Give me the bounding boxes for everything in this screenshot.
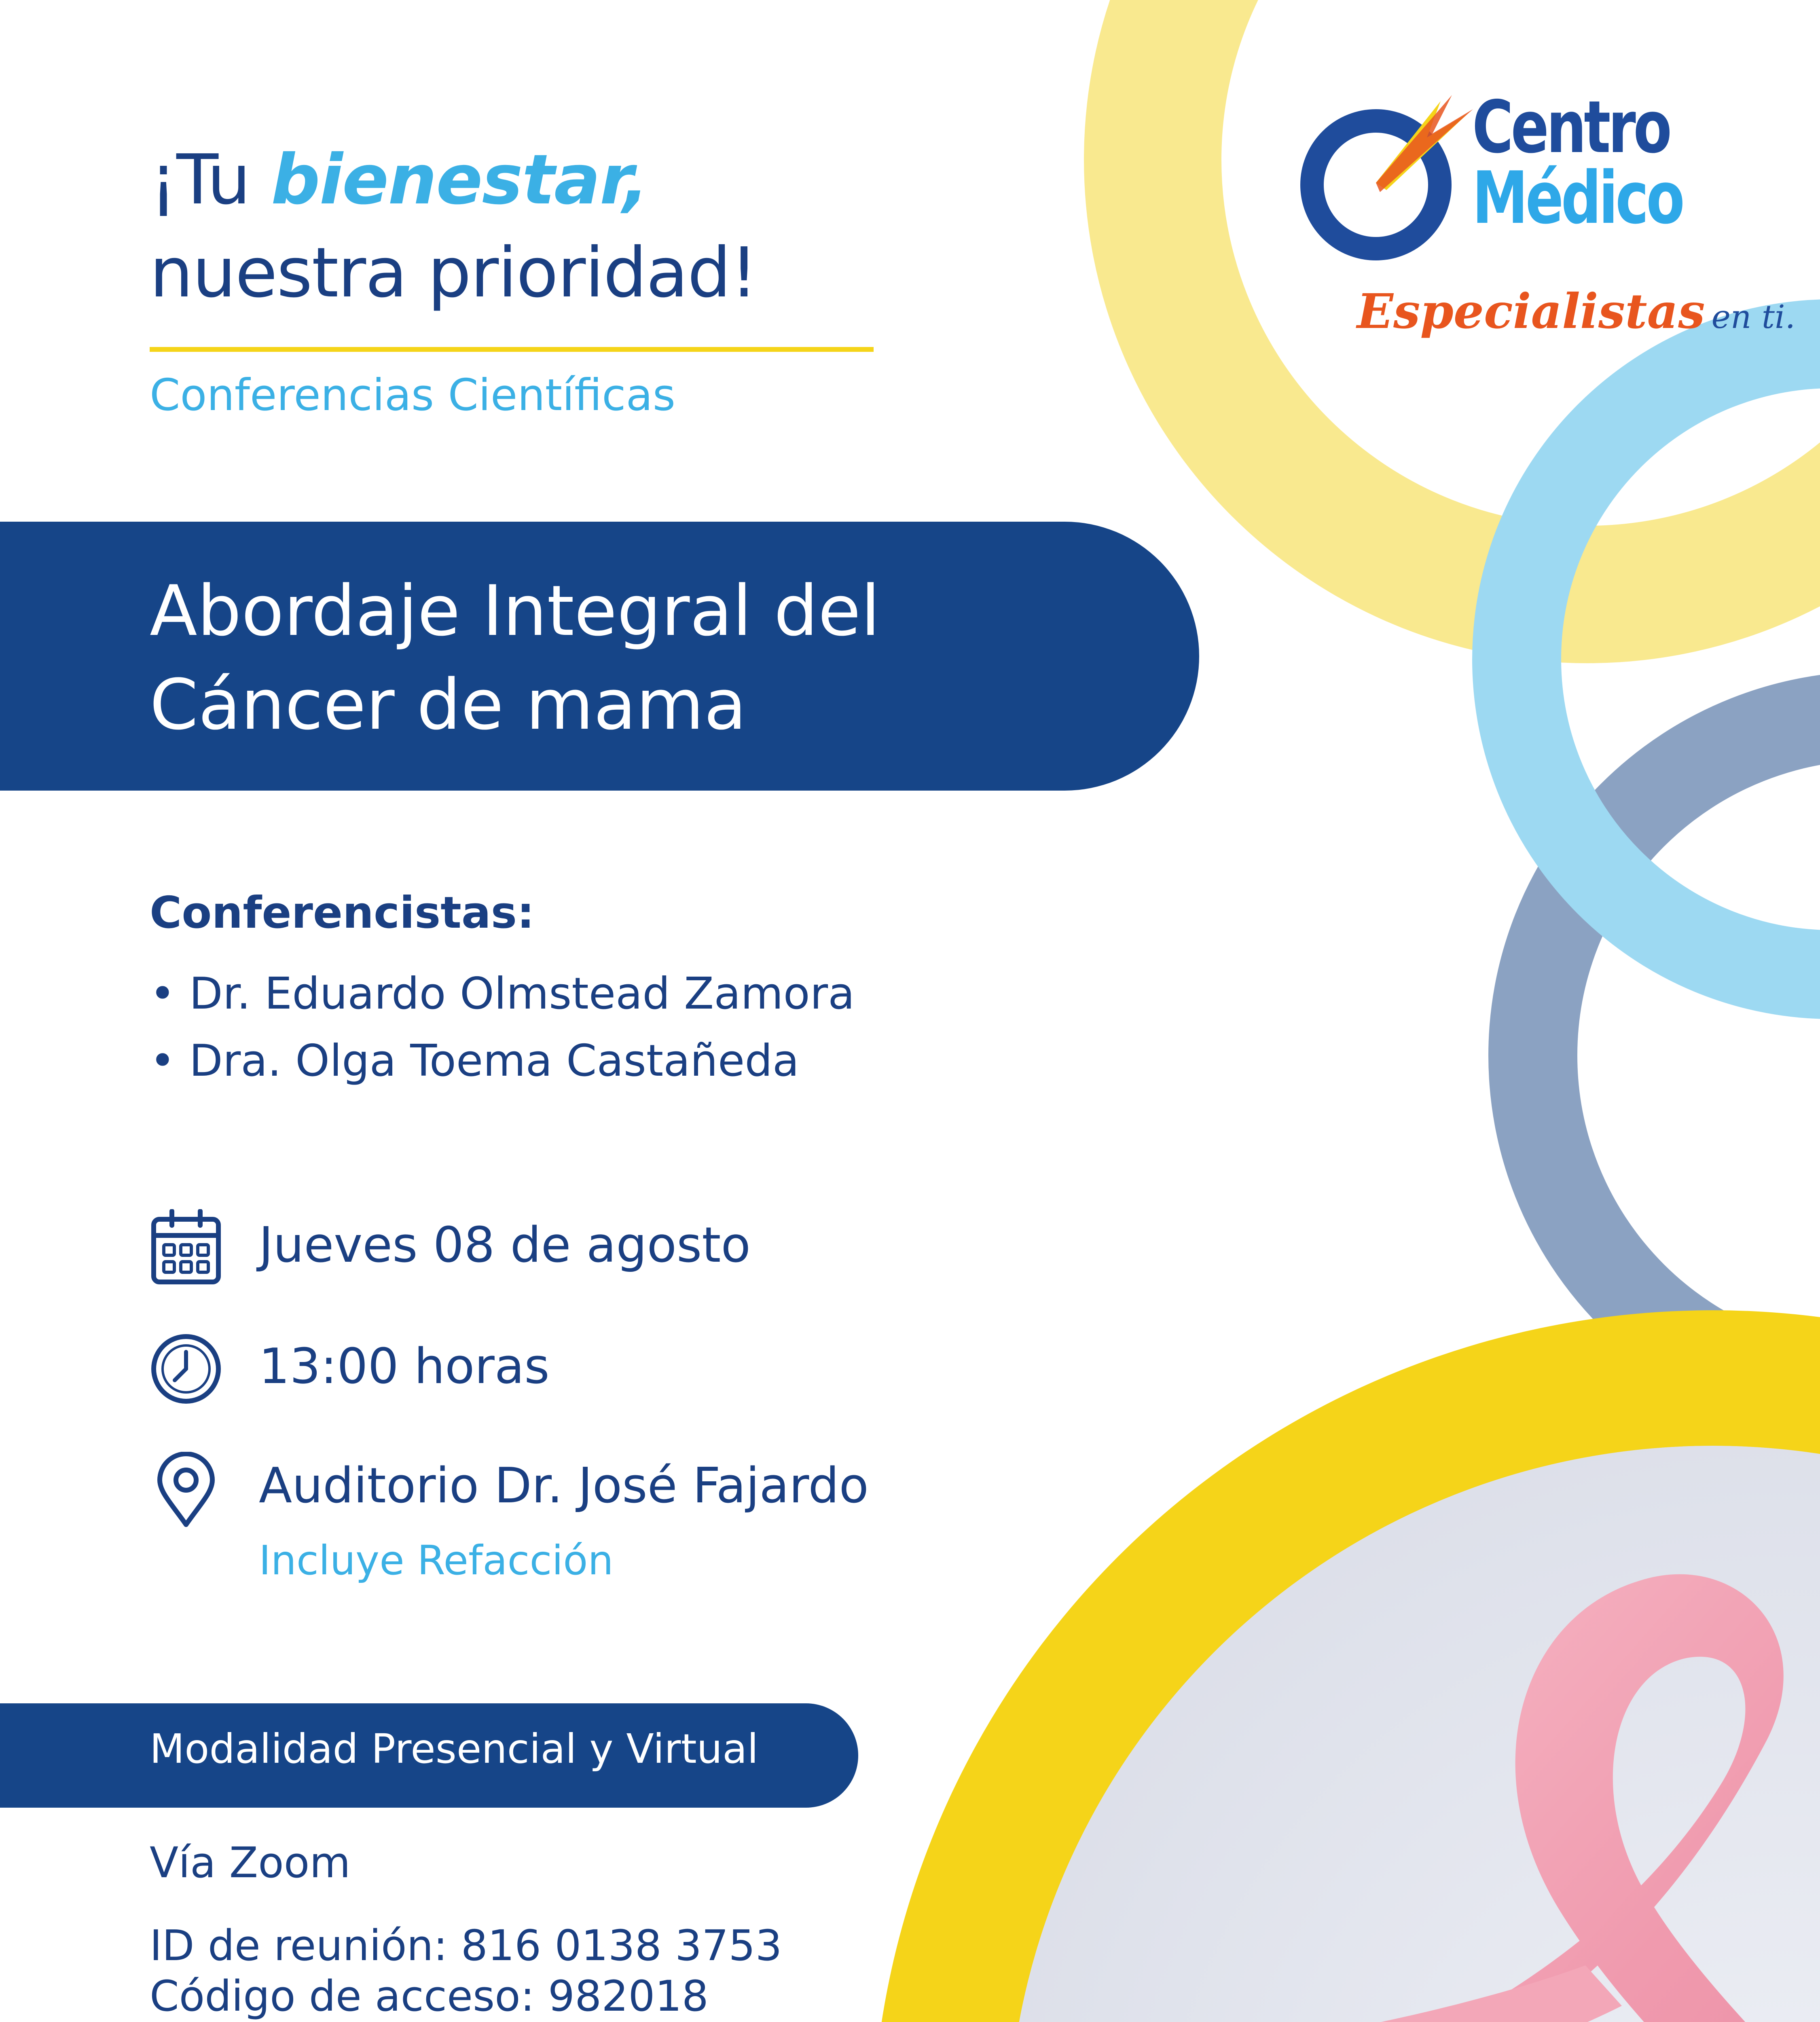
speakers-heading: Conferencistas: — [150, 888, 535, 938]
logo-tagline-rest: en ti. — [1711, 298, 1796, 336]
speaker-item — [150, 1028, 855, 1095]
venue-note: Incluye Refacción — [259, 1537, 614, 1584]
logo-line-medico: Médico — [1472, 156, 1682, 240]
location-pin-icon — [156, 1452, 216, 1529]
access-code: Código de acceso: 982018 — [150, 1971, 709, 2021]
subtitle: Conferencias Científicas — [150, 370, 676, 421]
event-time: 13:00 horas — [259, 1339, 550, 1395]
event-title — [150, 564, 880, 752]
modality-label: Modalidad Presencial y Virtual — [150, 1725, 759, 1772]
headline-divider — [150, 347, 874, 352]
headline-accent: bienestar, — [271, 140, 648, 220]
logo-line-centro: Centro — [1472, 85, 1670, 169]
speaker-name: Dra. Olga Toema Castañeda — [189, 1036, 800, 1086]
meeting-id: ID de reunión: 816 0138 3753 — [150, 1921, 782, 1970]
event-date: Jueves 08 de agosto — [259, 1217, 751, 1273]
headline-end: nuestra prioridad! — [150, 233, 757, 313]
event-title-line2: Cáncer de mama — [150, 664, 747, 745]
event-venue: Auditorio Dr. José Fajardo — [259, 1458, 869, 1514]
calendar-icon — [150, 1209, 222, 1286]
bullet: • — [150, 1036, 176, 1086]
headline — [150, 133, 757, 319]
bullet: • — [150, 969, 176, 1019]
speaker-name: Dr. Eduardo Olmstead Zamora — [189, 969, 855, 1019]
event-title-line1: Abordaje Integral del — [150, 570, 880, 651]
zoom-platform: Vía Zoom — [150, 1838, 351, 1887]
speakers-list — [150, 960, 855, 1095]
logo-tagline-script: Especialistas — [1357, 283, 1705, 339]
clock-icon — [150, 1332, 222, 1405]
headline-start: ¡Tu — [150, 140, 271, 220]
speaker-item — [150, 960, 855, 1028]
logo-tagline — [1357, 283, 1795, 339]
